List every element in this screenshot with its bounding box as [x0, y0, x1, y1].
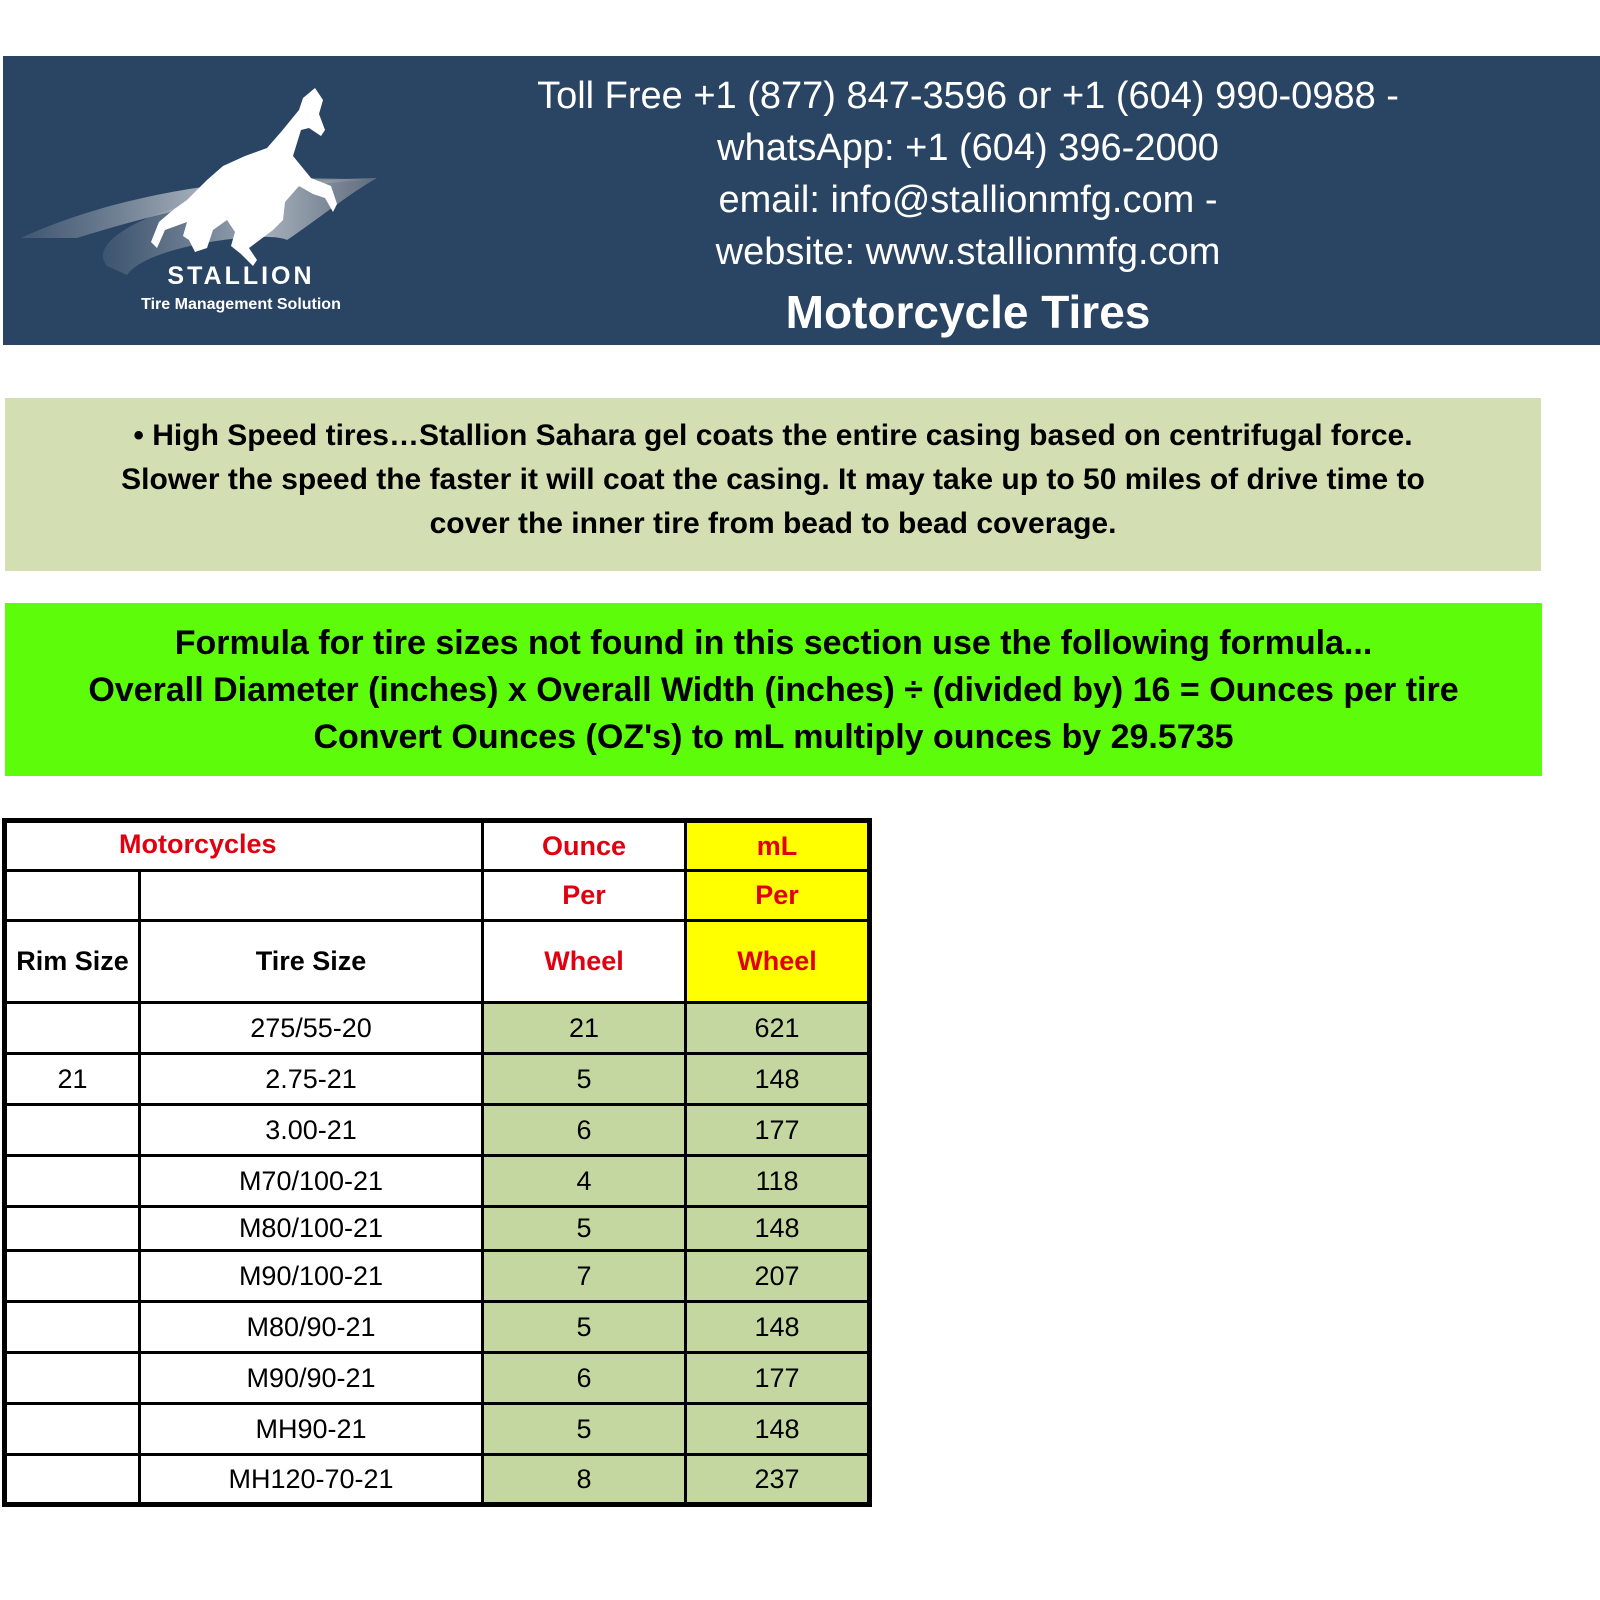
- ounce-header: Wheel: [483, 921, 686, 1003]
- ml-cell: 237: [686, 1455, 870, 1505]
- ounce-header: Per: [483, 871, 686, 921]
- rim-cell: [5, 1207, 140, 1251]
- empty-cell: [140, 871, 483, 921]
- ounce-cell: 5: [483, 1054, 686, 1105]
- ml-cell: 207: [686, 1251, 870, 1302]
- table-row: [5, 1302, 870, 1353]
- ml-cell: 177: [686, 1105, 870, 1156]
- formula-line: Overall Diameter (inches) x Overall Width (inches) ÷ (divided by) 16 = Ounces per tire: [88, 671, 1459, 709]
- note-line: • High Speed tires…Stallion Sahara gel coats the entire casing based on centrifugal force.: [133, 419, 1413, 452]
- rim-cell: [5, 1156, 140, 1207]
- contact-website: website: www.stallionmfg.com: [715, 231, 1221, 273]
- empty-cell: [5, 871, 140, 921]
- table-row: [5, 1003, 870, 1054]
- rim-size-header: Rim Size: [5, 921, 140, 1003]
- tire-cell: M70/100-21: [140, 1156, 483, 1207]
- contact-block: [433, 70, 1503, 342]
- category-header: Motorcycles: [5, 821, 483, 871]
- table-row: [5, 1207, 870, 1251]
- table-row: [5, 1251, 870, 1302]
- ounce-cell: 7: [483, 1251, 686, 1302]
- ounce-cell: 21: [483, 1003, 686, 1054]
- contact-phone: Toll Free +1 (877) 847-3596 or +1 (604) 990-0988 -: [537, 75, 1399, 117]
- ml-cell: 148: [686, 1302, 870, 1353]
- note-line: cover the inner tire from bead to bead coverage.: [429, 507, 1117, 540]
- ounce-cell: 4: [483, 1156, 686, 1207]
- tire-cell: M90/90-21: [140, 1353, 483, 1404]
- tire-size-header: Tire Size: [140, 921, 483, 1003]
- ounce-cell: 8: [483, 1455, 686, 1505]
- header-row: [5, 871, 870, 921]
- table-row: [5, 1156, 870, 1207]
- tire-cell: M90/100-21: [140, 1251, 483, 1302]
- page-title: Motorcycle Tires: [785, 286, 1151, 338]
- ounce-cell: 6: [483, 1353, 686, 1404]
- ml-header: Per: [686, 871, 870, 921]
- tire-cell: MH120-70-21: [140, 1455, 483, 1505]
- rim-cell: [5, 1251, 140, 1302]
- tire-cell: 275/55-20: [140, 1003, 483, 1054]
- formula-box: [5, 603, 1542, 776]
- rim-cell: [5, 1455, 140, 1505]
- table-row: [5, 1455, 870, 1505]
- note-line: Slower the speed the faster it will coat the casing. It may take up to 50 miles of drive time to: [121, 463, 1425, 496]
- rim-cell: [5, 1003, 140, 1054]
- contact-whatsapp: whatsApp: +1 (604) 396-2000: [717, 127, 1219, 169]
- stallion-logo: [17, 70, 397, 370]
- ounce-cell: 5: [483, 1207, 686, 1251]
- ounce-header: Ounce: [483, 821, 686, 871]
- high-speed-note: [5, 398, 1541, 571]
- header-banner: [3, 56, 1600, 345]
- formula-line: Convert Ounces (OZ's) to mL multiply ounces by 29.5735: [313, 718, 1234, 756]
- header-row: [5, 921, 870, 1003]
- rim-cell: [5, 1353, 140, 1404]
- ml-header: Wheel: [686, 921, 870, 1003]
- header-row: [5, 821, 870, 871]
- tire-cell: M80/100-21: [140, 1207, 483, 1251]
- rim-cell: [5, 1302, 140, 1353]
- ounce-cell: 6: [483, 1105, 686, 1156]
- ounce-cell: 5: [483, 1404, 686, 1455]
- tire-cell: M80/90-21: [140, 1302, 483, 1353]
- ml-cell: 177: [686, 1353, 870, 1404]
- brand-tagline: Tire Management Solution: [141, 296, 341, 313]
- table-row: [5, 1105, 870, 1156]
- ml-cell: 621: [686, 1003, 870, 1054]
- rim-cell: [5, 1404, 140, 1455]
- contact-email: email: info@stallionmfg.com -: [718, 179, 1218, 221]
- ounce-cell: 5: [483, 1302, 686, 1353]
- brand-name: STALLION: [167, 262, 315, 290]
- ml-cell: 118: [686, 1156, 870, 1207]
- tire-size-table: [2, 818, 872, 1507]
- ml-cell: 148: [686, 1207, 870, 1251]
- table-row: [5, 1054, 870, 1105]
- ml-cell: 148: [686, 1054, 870, 1105]
- table-row: [5, 1404, 870, 1455]
- rim-cell: 21: [5, 1054, 140, 1105]
- tire-cell: MH90-21: [140, 1404, 483, 1455]
- table-row: [5, 1353, 870, 1404]
- tire-cell: 2.75-21: [140, 1054, 483, 1105]
- formula-line: Formula for tire sizes not found in this section use the following formula...: [174, 624, 1373, 662]
- horse-logo-icon: [17, 70, 397, 330]
- ml-cell: 148: [686, 1404, 870, 1455]
- ml-header: mL: [686, 821, 870, 871]
- rim-cell: [5, 1105, 140, 1156]
- tire-cell: 3.00-21: [140, 1105, 483, 1156]
